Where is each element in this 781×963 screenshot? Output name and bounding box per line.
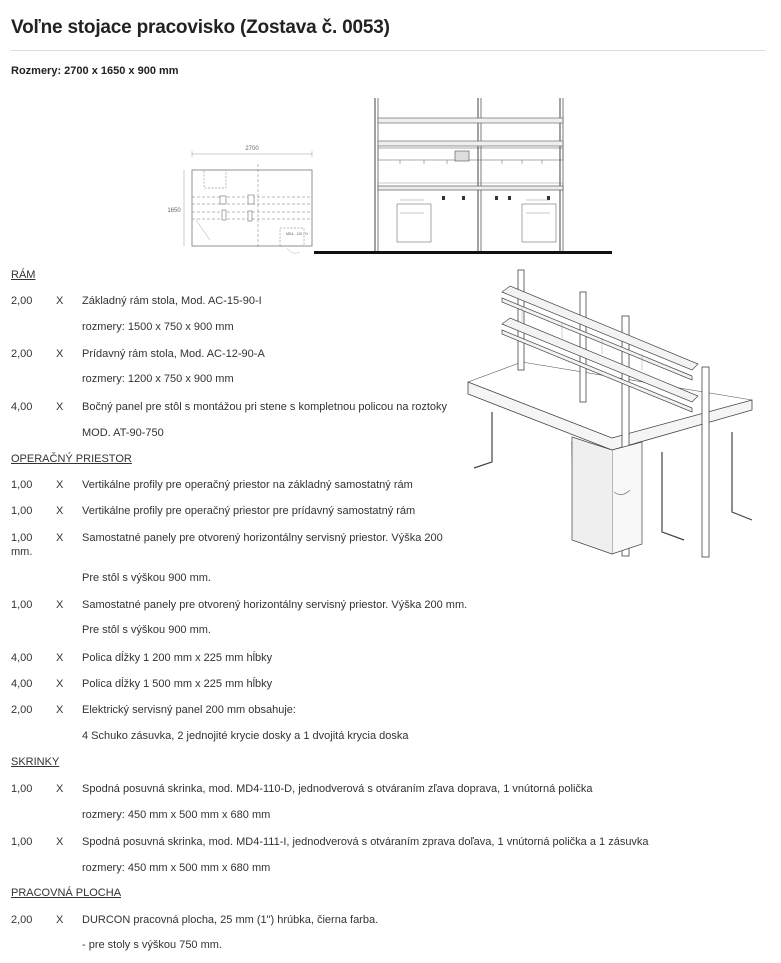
item-description: DURCON pracovná plocha, 25 mm (1") hrúbka, čierna farba.: [82, 914, 379, 926]
item-quantity: 1,00: [11, 599, 33, 611]
item-description: Samostatné panely pre otvorený horizontálny servisný priestor. Výška 200 mm.: [82, 599, 468, 611]
item-detail: rozmery: 450 mm x 500 mm x 680 mm: [82, 862, 271, 874]
item-quantity: 4,00: [11, 678, 33, 690]
item-multiplier: X: [56, 914, 64, 926]
item-description: Samostatné panely pre otvorený horizontálny servisný priestor. Výška 200: [82, 532, 443, 544]
item-detail: rozmery: 450 mm x 500 mm x 680 mm: [82, 809, 271, 821]
section-heading-ram: RÁM: [11, 269, 36, 281]
item-multiplier: X: [56, 704, 64, 716]
item-multiplier: X: [56, 505, 64, 517]
item-multiplier: X: [56, 836, 64, 848]
item-quantity: 1,00: [11, 783, 33, 795]
item-quantity: 2,00: [11, 704, 33, 716]
item-description: Vertikálne profily pre operačný priestor pre prídavný samostatný rám: [82, 505, 416, 517]
item-quantity: 2,00: [11, 348, 33, 360]
section-heading-skrinky: SKRINKY: [11, 756, 60, 768]
item-multiplier: X: [56, 401, 64, 413]
dimensions-label: Rozmery: 2700 x 1650 x 900 mm: [11, 65, 179, 77]
item-multiplier: X: [56, 532, 64, 544]
plan-depth-label: 1650: [167, 208, 181, 214]
item-description: Polica dĺžky 1 500 mm x 225 mm hĺbky: [82, 678, 273, 690]
isometric-drawing: [462, 262, 762, 572]
item-quantity: 4,00: [11, 401, 33, 413]
item-quantity: 4,00: [11, 652, 33, 664]
item-quantity: 1,00: [11, 505, 33, 517]
item-description: Bočný panel pre stôl s montážou pri stene s kompletnou policou na roztoky: [82, 401, 448, 413]
item-detail: rozmery: 1500 x 750 x 900 mm: [82, 321, 234, 333]
item-detail: Pre stôl s výškou 900 mm.: [82, 572, 211, 584]
item-quantity: 1,00: [11, 479, 33, 491]
item-detail: MOD. AT-90-750: [82, 427, 164, 439]
section-heading-pracovna-plocha: PRACOVNÁ PLOCHA: [11, 887, 122, 899]
item-description: Spodná posuvná skrinka, mod. MD4-110-D, jednodverová s otváraním zľava doprava, 1 vnútorná polička: [82, 783, 593, 795]
item-multiplier: X: [56, 295, 64, 307]
item-multiplier: X: [56, 678, 64, 690]
item-description: Vertikálne profily pre operačný priestor na základný samostatný rám: [82, 479, 413, 491]
item-multiplier: X: [56, 348, 64, 360]
item-description: Polica dĺžky 1 200 mm x 225 mm hĺbky: [82, 652, 273, 664]
item-quantity: 1,00: [11, 836, 33, 848]
item-multiplier: X: [56, 652, 64, 664]
page-title: Voľne stojace pracovisko (Zostava č. 0053): [11, 17, 390, 38]
item-multiplier: X: [56, 783, 64, 795]
item-quantity: 2,00: [11, 295, 33, 307]
item-description: Základný rám stola, Mod. AC-15-90-I: [82, 295, 262, 307]
item-description: Spodná posuvná skrinka, mod. MD4-111-I, jednodverová s otváraním zprava doľava, 1 vnútorná polička a 1 zásuvka: [82, 836, 649, 848]
item-quantity: 2,00: [11, 914, 33, 926]
item-description: Prídavný rám stola, Mod. AC-12-90-A: [82, 348, 265, 360]
item-quantity: 1,00: [11, 532, 33, 544]
item-detail: 4 Schuko zásuvka, 2 jednojité krycie dosky a 1 dvojitá krycia doska: [82, 730, 409, 742]
item-detail: rozmery: 1200 x 750 x 900 mm: [82, 373, 234, 385]
item-multiplier: X: [56, 599, 64, 611]
section-heading-operacny-priestor: OPERAČNÝ PRIESTOR: [11, 453, 132, 465]
front-elevation-drawing: [312, 96, 618, 258]
item-detail: - pre stoly s výškou 750 mm.: [82, 939, 222, 951]
plan-width-label: 2700: [245, 146, 259, 152]
item-detail: Pre stôl s výškou 900 mm.: [82, 624, 211, 636]
item-description-wrap: mm.: [11, 546, 33, 558]
plan-cabinet-tag: MD4 - 110 - D: [286, 232, 308, 236]
item-multiplier: X: [56, 479, 64, 491]
title-divider: [11, 50, 765, 51]
plan-view-drawing: [160, 140, 320, 260]
item-description: Elektrický servisný panel 200 mm obsahuje:: [82, 704, 296, 716]
